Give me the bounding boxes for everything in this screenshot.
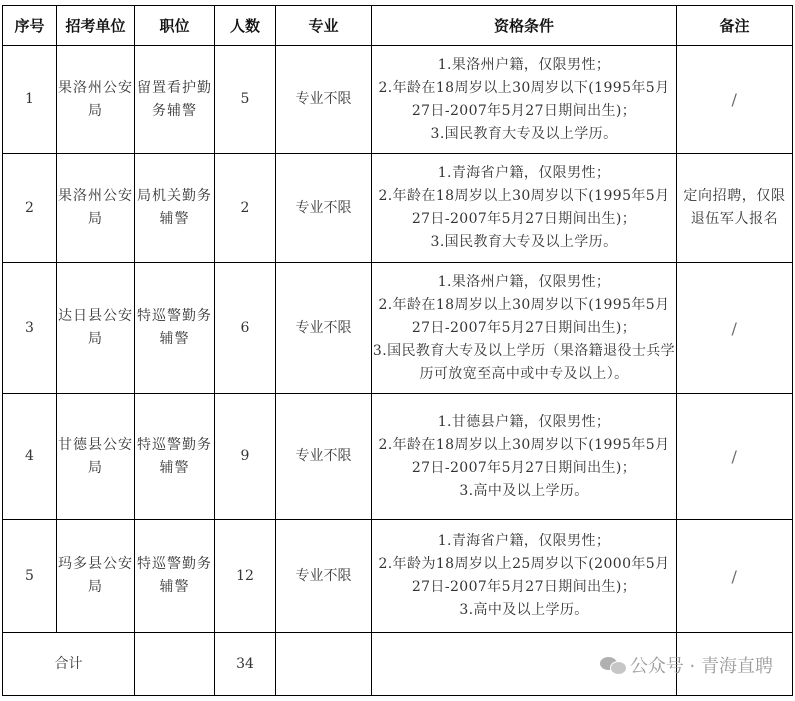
- header-qualification: 资格条件: [372, 6, 677, 46]
- header-position: 职位: [135, 6, 215, 46]
- row-count: 6: [215, 263, 276, 394]
- row-seq: 2: [3, 154, 57, 263]
- row-qualification: [372, 154, 677, 263]
- qual-line: 3.国民教育大专及以上学历（果洛籍退役士兵学历可放宽至高中或中专及以上）。: [372, 342, 676, 382]
- row-unit: 达日县公安局: [57, 263, 135, 394]
- header-remark: 备注: [677, 6, 793, 46]
- row-count: 2: [215, 154, 276, 263]
- row-count: 9: [215, 394, 276, 520]
- row-unit: 甘德县公安局: [57, 394, 135, 520]
- row-remark: /: [677, 46, 793, 154]
- row-qualification: [372, 394, 677, 520]
- row-seq: 1: [3, 46, 57, 154]
- qual-line: 1.果洛州户籍，仅限男性；: [437, 56, 611, 73]
- header-unit: 招考单位: [57, 6, 135, 46]
- header-major: 专业: [276, 6, 372, 46]
- total-label: 合计: [3, 633, 135, 696]
- row-major: 专业不限: [276, 520, 372, 633]
- row-major: 专业不限: [276, 263, 372, 394]
- row-unit: 果洛州公安局: [57, 46, 135, 154]
- row-position: 特巡警勤务辅警: [135, 394, 215, 520]
- table-row: [3, 154, 793, 263]
- table-row: [3, 520, 793, 633]
- qual-line: 1.甘德县户籍，仅限男性；: [437, 413, 611, 430]
- row-remark: /: [677, 263, 793, 394]
- qual-line: 1.果洛州户籍，仅限男性；: [437, 273, 611, 290]
- row-major: 专业不限: [276, 46, 372, 154]
- row-position: 留置看护勤务辅警: [135, 46, 215, 154]
- wechat-icon: [600, 655, 626, 675]
- row-remark: 定向招聘，仅限退伍军人报名: [677, 154, 793, 263]
- row-seq: 5: [3, 520, 57, 633]
- qual-line: 3.国民教育大专及以上学历。: [430, 234, 618, 250]
- header-count: 人数: [215, 6, 276, 46]
- watermark-text: 公众号 · 青海直聘: [629, 656, 773, 677]
- row-remark: /: [677, 520, 793, 633]
- header-seq: 序号: [3, 6, 57, 46]
- total-empty: [276, 633, 372, 696]
- qual-line: 2.年龄在18周岁以上30周岁以下(1995年5月27日-2007年5月27日期间出生)；: [378, 188, 670, 227]
- row-major: 专业不限: [276, 394, 372, 520]
- qual-line: 2.年龄在18周岁以上30周岁以下(1995年5月27日-2007年5月27日期间出生)；: [378, 296, 670, 336]
- qual-line: 1.青海省户籍，仅限男性；: [437, 165, 611, 181]
- row-position: 特巡警勤务辅警: [135, 263, 215, 394]
- row-seq: 3: [3, 263, 57, 394]
- header-row: [3, 6, 793, 46]
- qual-line: 3.高中及以上学历。: [459, 482, 589, 499]
- qual-line: 3.国民教育大专及以上学历。: [430, 125, 618, 142]
- table-row: [3, 394, 793, 520]
- qual-line: 3.高中及以上学历。: [459, 602, 589, 618]
- row-qualification: [372, 263, 677, 394]
- row-major: 专业不限: [276, 154, 372, 263]
- row-position: 特巡警勤务辅警: [135, 520, 215, 633]
- row-seq: 4: [3, 394, 57, 520]
- recruitment-table: [2, 5, 793, 696]
- row-unit: 果洛州公安局: [57, 154, 135, 263]
- watermark: [600, 652, 773, 678]
- table-row: [3, 46, 793, 154]
- qual-line: 2.年龄在18周岁以上30周岁以下(1995年5月27日-2007年5月27日期间出生)；: [378, 79, 670, 119]
- row-count: 5: [215, 46, 276, 154]
- total-empty: [135, 633, 215, 696]
- row-qualification: [372, 46, 677, 154]
- row-remark: /: [677, 394, 793, 520]
- total-count: 34: [215, 633, 276, 696]
- row-position: 局机关勤务辅警: [135, 154, 215, 263]
- table-row: [3, 263, 793, 394]
- row-unit: 玛多县公安局: [57, 520, 135, 633]
- row-count: 12: [215, 520, 276, 633]
- qual-line: 2.年龄在18周岁以上30周岁以下(1995年5月27日-2007年5月27日期间出生)；: [378, 436, 670, 476]
- row-qualification: [372, 520, 677, 633]
- qual-line: 1.青海省户籍，仅限男性；: [437, 533, 611, 549]
- qual-line: 2.年龄为18周岁以上25周岁以下(2000年5月27日-2007年5月27日期间出生)；: [378, 556, 670, 595]
